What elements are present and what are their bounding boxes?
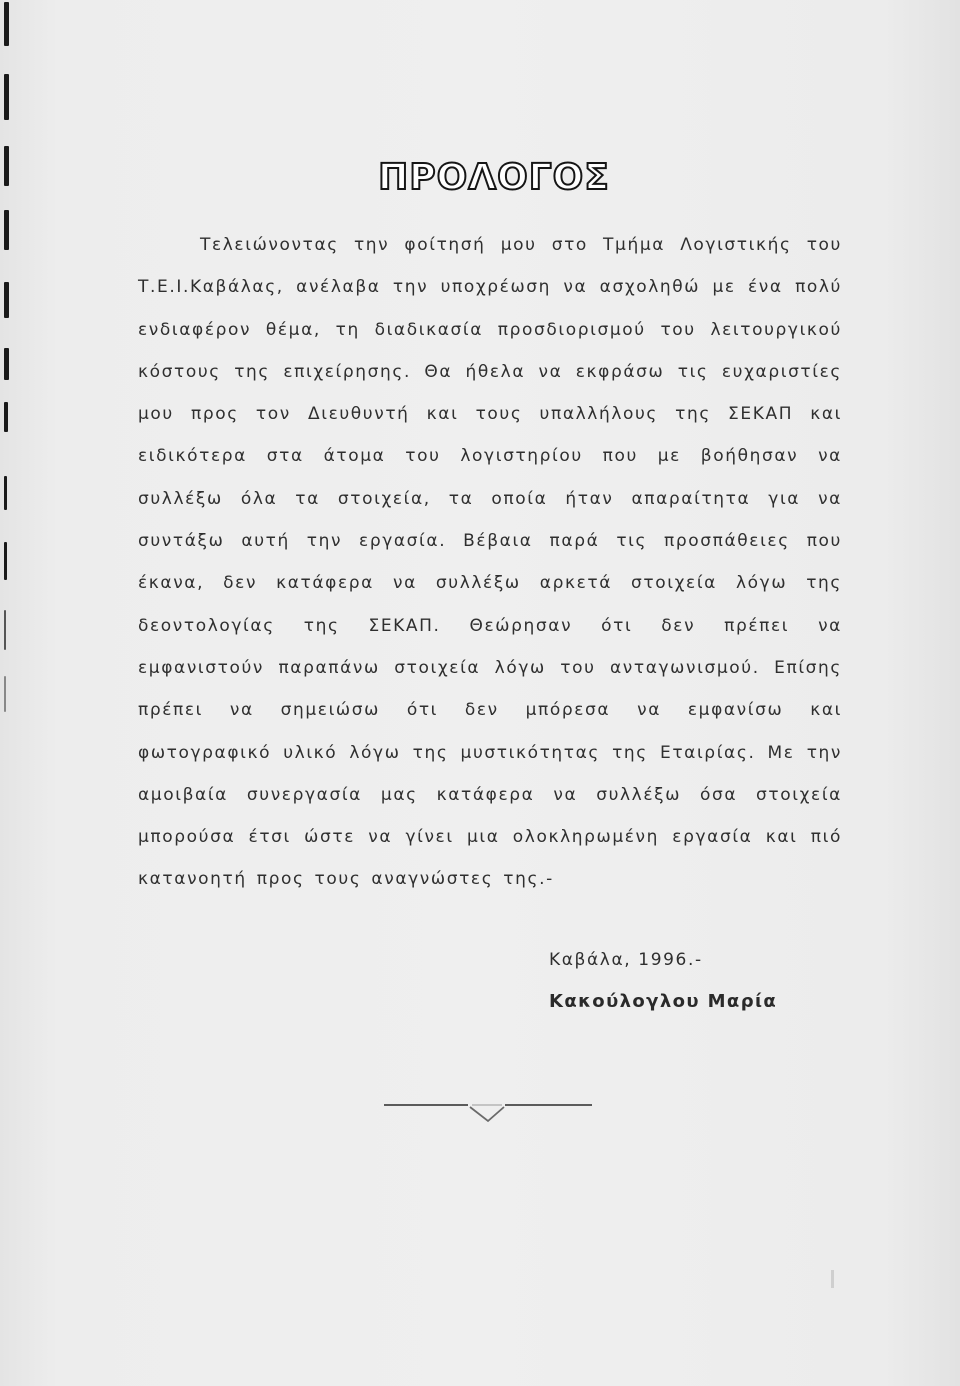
place-and-date: Καβάλα, 1996.-: [549, 950, 703, 970]
binding-hole-marks: [0, 0, 16, 720]
page-title-text: ΠΡΟΛΟΓΟΣ: [378, 157, 610, 198]
page-title: [366, 158, 622, 198]
scan-artifact: [831, 1270, 834, 1288]
preface-paragraph: Τελειώνοντας την φοίτησή μου στο Τμήμα Λογιστικής του Τ.Ε.Ι.Καβάλας, ανέλαβα την υποχρέωση να ασχοληθώ με ένα πολύ ενδιαφέρον θέμα, τη διαδικασία προσδιορισμού του λειτουργικού κόστους της επιχείρησης. Θα ήθελα να εκφράσω τις ευχαριστίες μου προς τον Διευθυντή και τους υπαλλήλους της ΣΕΚΑΠ και ειδικότερα στα άτομα του λογιστηρίου που με βοήθησαν να συλλέξω όλα τα στοιχεία, τα οποία ήταν απαραίτητα για να συντάξω αυτή την εργασία. Βέβαια παρά τις προσπάθειες που έκανα, δεν κατάφερα να συλλέξω αρκετά στοιχεία λόγω της δεοντολογίας της ΣΕΚΑΠ. Θεώρησαν ότι δεν πρέπει να εμφανιστούν παραπάνω στοιχεία λόγω του ανταγωνισμού. Επίσης πρέπει να σημειώσω ότι δεν μπόρεσα να εμφανίσω και φωτογραφικό υλικό λόγω της μυστικότητας της Εταιρίας. Με την αμοιβαία συνεργασία μας κατάφερα να συλλέξω όσα στοιχεία μπορούσα έτσι ώστε να γίνει μια ολοκληρωμένη εργασία και πιό κατανοητή προς τους αναγνώστες της.-: [138, 235, 842, 890]
end-ornament: [384, 1094, 592, 1124]
author-signature: Κακούλογλου Μαρία: [549, 991, 778, 1012]
